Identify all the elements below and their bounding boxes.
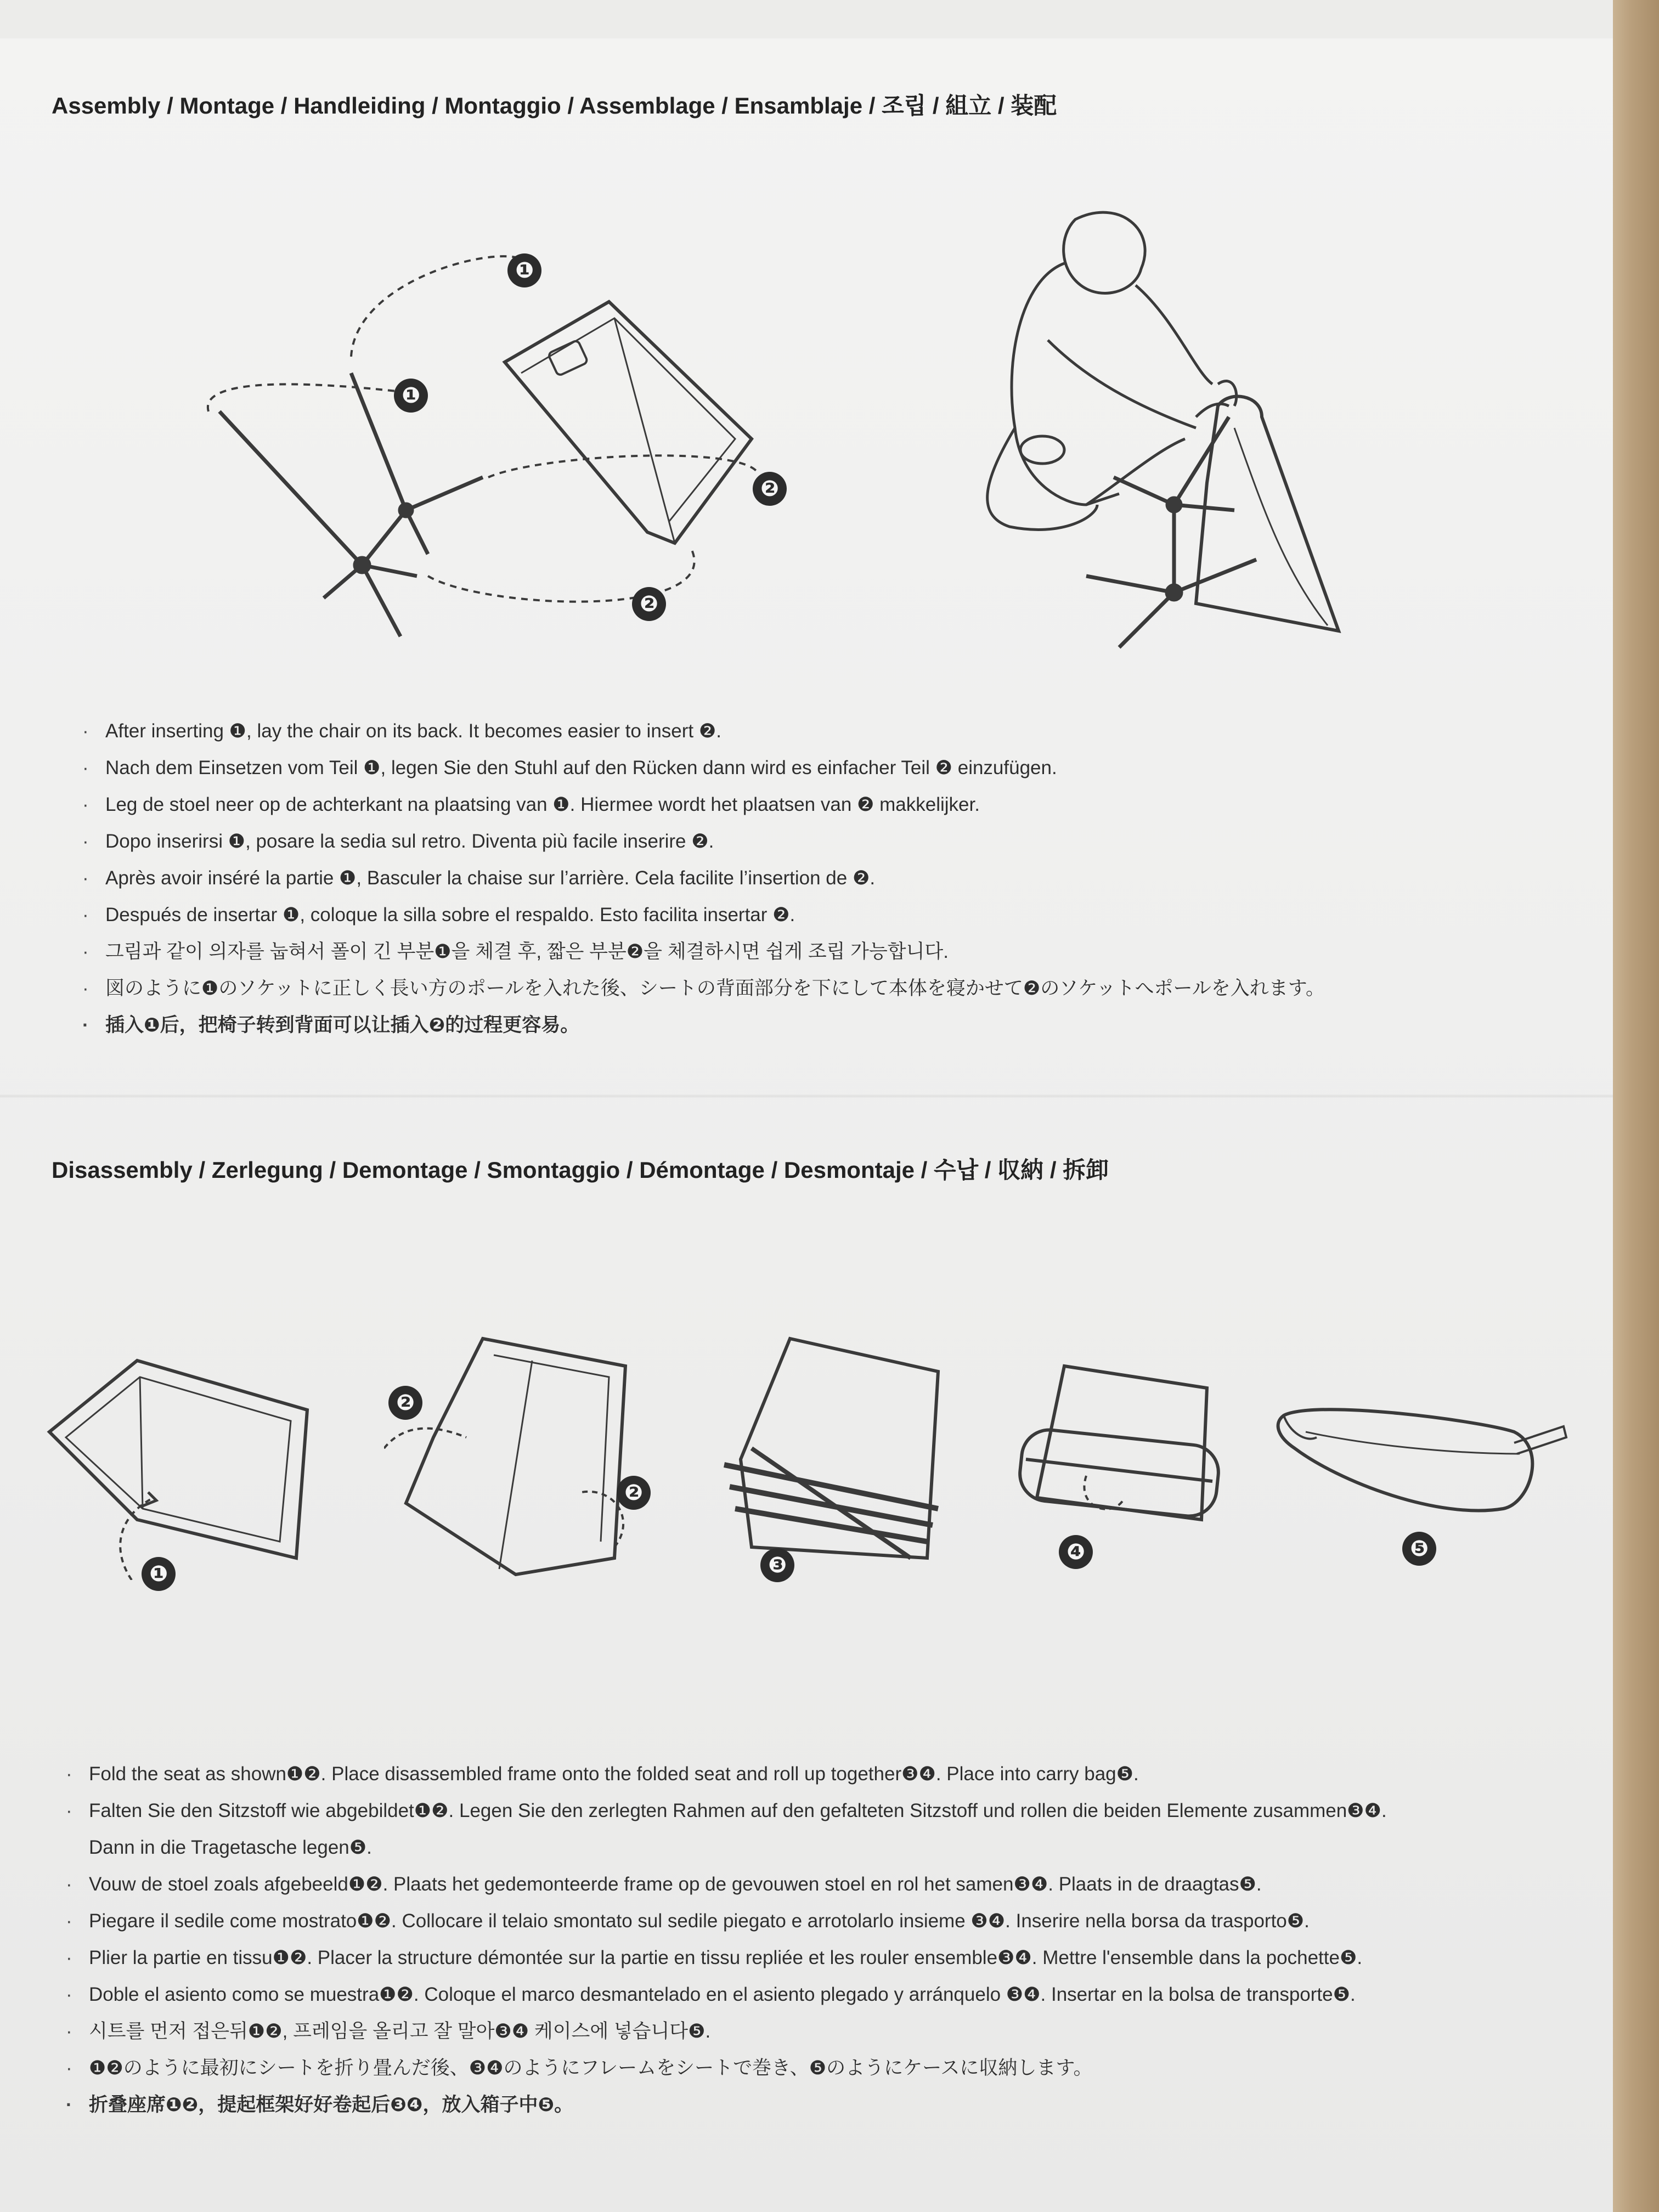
disassembly-step-number-4: ❹ <box>1059 1535 1093 1569</box>
roll-frame-step-3-illustration <box>719 1328 949 1580</box>
disassembly-instruction-de: · Falten Sie den Sitzstoff wie abgebildet❶❷. Legen Sie den zerlegten Rahmen auf den gefalteten Sitzstoff und rollen die beiden Elemente zusammen❸❹. <box>66 1801 1387 1820</box>
disassembly-instruction-fr: · Plier la partie en tissu❶❷. Placer la structure démontée sur la partie en tissu repliée et les rouler ensemble❸❹. Mettre l'ensemble dans la pochette❺. <box>66 1948 1387 1967</box>
step-number-1-left: ❶ <box>394 379 428 413</box>
disassembly-step-number-3: ❸ <box>760 1548 794 1582</box>
fold-step-2-illustration <box>384 1328 658 1585</box>
fold-step-1-illustration <box>44 1350 318 1580</box>
disassembly-title: Disassembly / Zerlegung / Demontage / Smontaggio / Démontage / Desmontaje / 수납 / 収納 / 拆卸 <box>52 1157 1109 1183</box>
disassembly-instruction-de-continued: Dann in die Tragetasche legen❺. <box>89 1837 372 1858</box>
step-number-2-right: ❷ <box>753 472 787 506</box>
disassembly-step-number-2-left: ❷ <box>388 1386 422 1420</box>
assembly-instruction-es: · Después de insertar ❶, coloque la silla sobre el respaldo. Esto facilita insertar ❷. <box>82 905 1325 924</box>
assembly-instruction-it: · Dopo inserirsi ❶, posare la sedia sul retro. Diventa più facile inserire ❷. <box>82 832 1325 851</box>
disassembly-instruction-nl: · Vouw de stoel zoals afgebeeld❶❷. Plaats het gedemonteerde frame op de gevouwen stoel en rol het samen❸❹. Plaats in de draagtas❺. <box>66 1875 1387 1894</box>
assembly-instruction-ja: · 図のように❶のソケットに正しく長い方のポールを入れた後、シートの背面部分を下にして本体を寝かせて❷のソケットへポールを入れます。 <box>82 979 1325 998</box>
disassembly-instruction-ko: · 시트를 먼저 접은뒤❶❷, 프레임을 올리고 잘 말아❸❹ 케이스에 넣습니다❺. <box>66 2022 1387 2041</box>
disassembly-step-number-2-right: ❷ <box>617 1476 651 1510</box>
assembly-instruction-de: · Nach dem Einsetzen vom Teil ❶, legen Sie den Stuhl auf den Rücken dann wird es einfacher Teil ❷ einzufügen. <box>82 758 1325 777</box>
disassembly-instruction-it: · Piegare il sedile come mostrato❶❷. Collocare il telaio smontato sul sedile piegato e arrotolarlo insieme ❸❹. Inserire nella borsa da trasporto❺. <box>66 1911 1387 1931</box>
disassembly-instruction-zh: · 折叠座席❶❷，提起框架好好卷起后❸❹，放入箱子中❺。 <box>66 2095 1387 2114</box>
assembly-instruction-ko: · 그림과 같이 의자를 눕혀서 폴이 긴 부분❶을 체결 후, 짧은 부분❷을 체결하시면 쉽게 조립 가능합니다. <box>82 942 1325 961</box>
step-number-1-top: ❶ <box>507 253 541 287</box>
disassembly-step-number-5: ❺ <box>1402 1532 1436 1566</box>
roll-up-step-4-illustration <box>1015 1355 1223 1553</box>
assembly-instruction-en: · After inserting ❶, lay the chair on its back. It becomes easier to insert ❷. <box>82 721 1325 741</box>
disassembly-instruction-es: · Doble el asiento como se muestra❶❷. Coloque el marco desmantelado en el asiento plegado y arránquelo ❸❹. Insertar en la bolsa de transporte❺. <box>66 1985 1387 2004</box>
assembly-title: Assembly / Montage / Handleiding / Montaggio / Assemblage / Ensamblaje / 조립 / 組立 / 装配 <box>52 93 1057 119</box>
person-assembling-chair-illustration <box>977 198 1350 658</box>
frame-insertion-illustration <box>198 236 801 653</box>
step-number-2-bottom: ❷ <box>632 587 666 621</box>
assembly-instructions-list <box>82 721 1325 1035</box>
disassembly-instruction-en: · Fold the seat as shown❶❷. Place disassembled frame onto the folded seat and roll up together❸❹. Place into carry bag❺. <box>66 1764 1387 1784</box>
background-surface <box>0 0 1613 38</box>
assembly-instruction-fr: · Après avoir inséré la partie ❶, Basculer la chaise sur l’arrière. Cela facilite l’insertion de ❷. <box>82 868 1325 888</box>
carry-bag-step-5-illustration <box>1273 1393 1569 1520</box>
assembly-instruction-zh: · 插入❶后，把椅子转到背面可以让插入❷的过程更容易。 <box>82 1015 1325 1035</box>
assembly-instruction-nl: · Leg de stoel neer op de achterkant na plaatsing van ❶. Hiermee wordt het plaatsen van ❷ makkelijker. <box>82 795 1325 814</box>
disassembly-instructions-list <box>66 1764 1387 2114</box>
wooden-table-edge <box>1613 0 1659 2212</box>
paper-fold-line <box>0 1094 1613 1098</box>
disassembly-step-number-1: ❶ <box>142 1557 176 1591</box>
disassembly-instruction-ja: · ❶❷のように最初にシートを折り畳んだ後、❸❹のようにフレームをシートで巻き、❺のようにケースに収納します。 <box>66 2058 1387 2078</box>
